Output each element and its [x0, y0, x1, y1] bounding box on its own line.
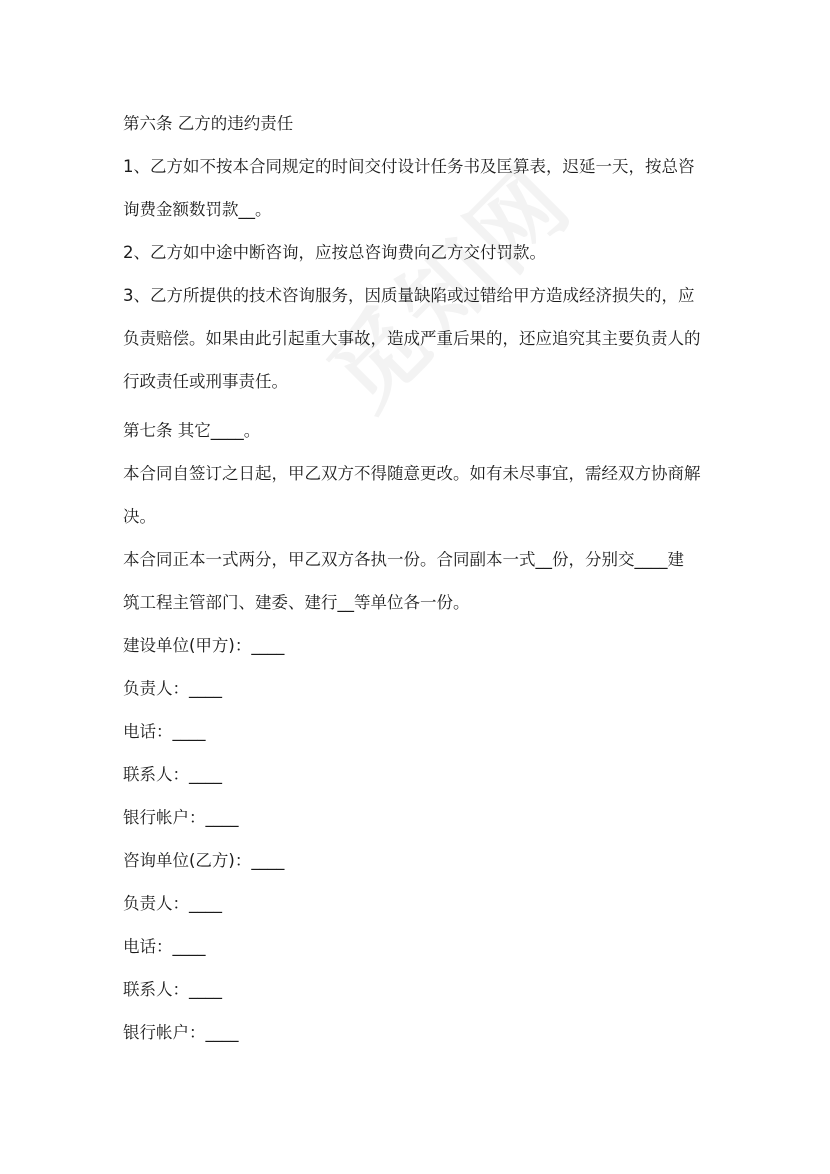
clause-3-line-1: 3、乙方所提供的技术咨询服务，因质量缺陷或过错给甲方造成经济损失的，应 [123, 286, 695, 305]
clause-3-line-3: 行政责任或刑事责任。 [123, 372, 288, 391]
party-b-bank-account: 银行帐户：____ [123, 1023, 239, 1042]
party-b-phone: 电话：____ [123, 937, 206, 956]
article-7-heading: 第七条 其它____。 [123, 421, 261, 440]
party-a-phone: 电话：____ [123, 722, 206, 741]
party-b-unit: 咨询单位(乙方)：____ [123, 851, 285, 870]
validity-line-2: 决。 [123, 507, 156, 526]
validity-line-1: 本合同自签订之日起，甲乙双方不得随意更改。如有未尽事宜，需经双方协商解 [123, 464, 701, 483]
party-a-bank-account: 银行帐户：____ [123, 808, 239, 827]
party-b-principal: 负责人：____ [123, 894, 222, 913]
party-b-contact: 联系人：____ [123, 980, 222, 999]
clause-3-line-2: 负责赔偿。如果由此引起重大事故，造成严重后果的，还应追究其主要负责人的 [123, 329, 701, 348]
copies-line-1: 本合同正本一式两分，甲乙双方各执一份。合同副本一式__份，分别交____建 [123, 550, 684, 569]
party-a-principal: 负责人：____ [123, 679, 222, 698]
clause-2: 2、乙方如中途中断咨询，应按总咨询费向乙方交付罚款。 [123, 243, 546, 262]
party-a-contact: 联系人：____ [123, 765, 222, 784]
party-a-unit: 建设单位(甲方)：____ [123, 636, 285, 655]
clause-1-line-1: 1、乙方如不按本合同规定的时间交付设计任务书及匡算表，迟延一天，按总咨 [123, 157, 695, 176]
article-6-heading: 第六条 乙方的违约责任 [123, 114, 294, 133]
clause-1-line-2: 询费金额数罚款__。 [123, 200, 272, 219]
copies-line-2: 筑工程主管部门、建委、建行__等单位各一份。 [123, 593, 470, 612]
